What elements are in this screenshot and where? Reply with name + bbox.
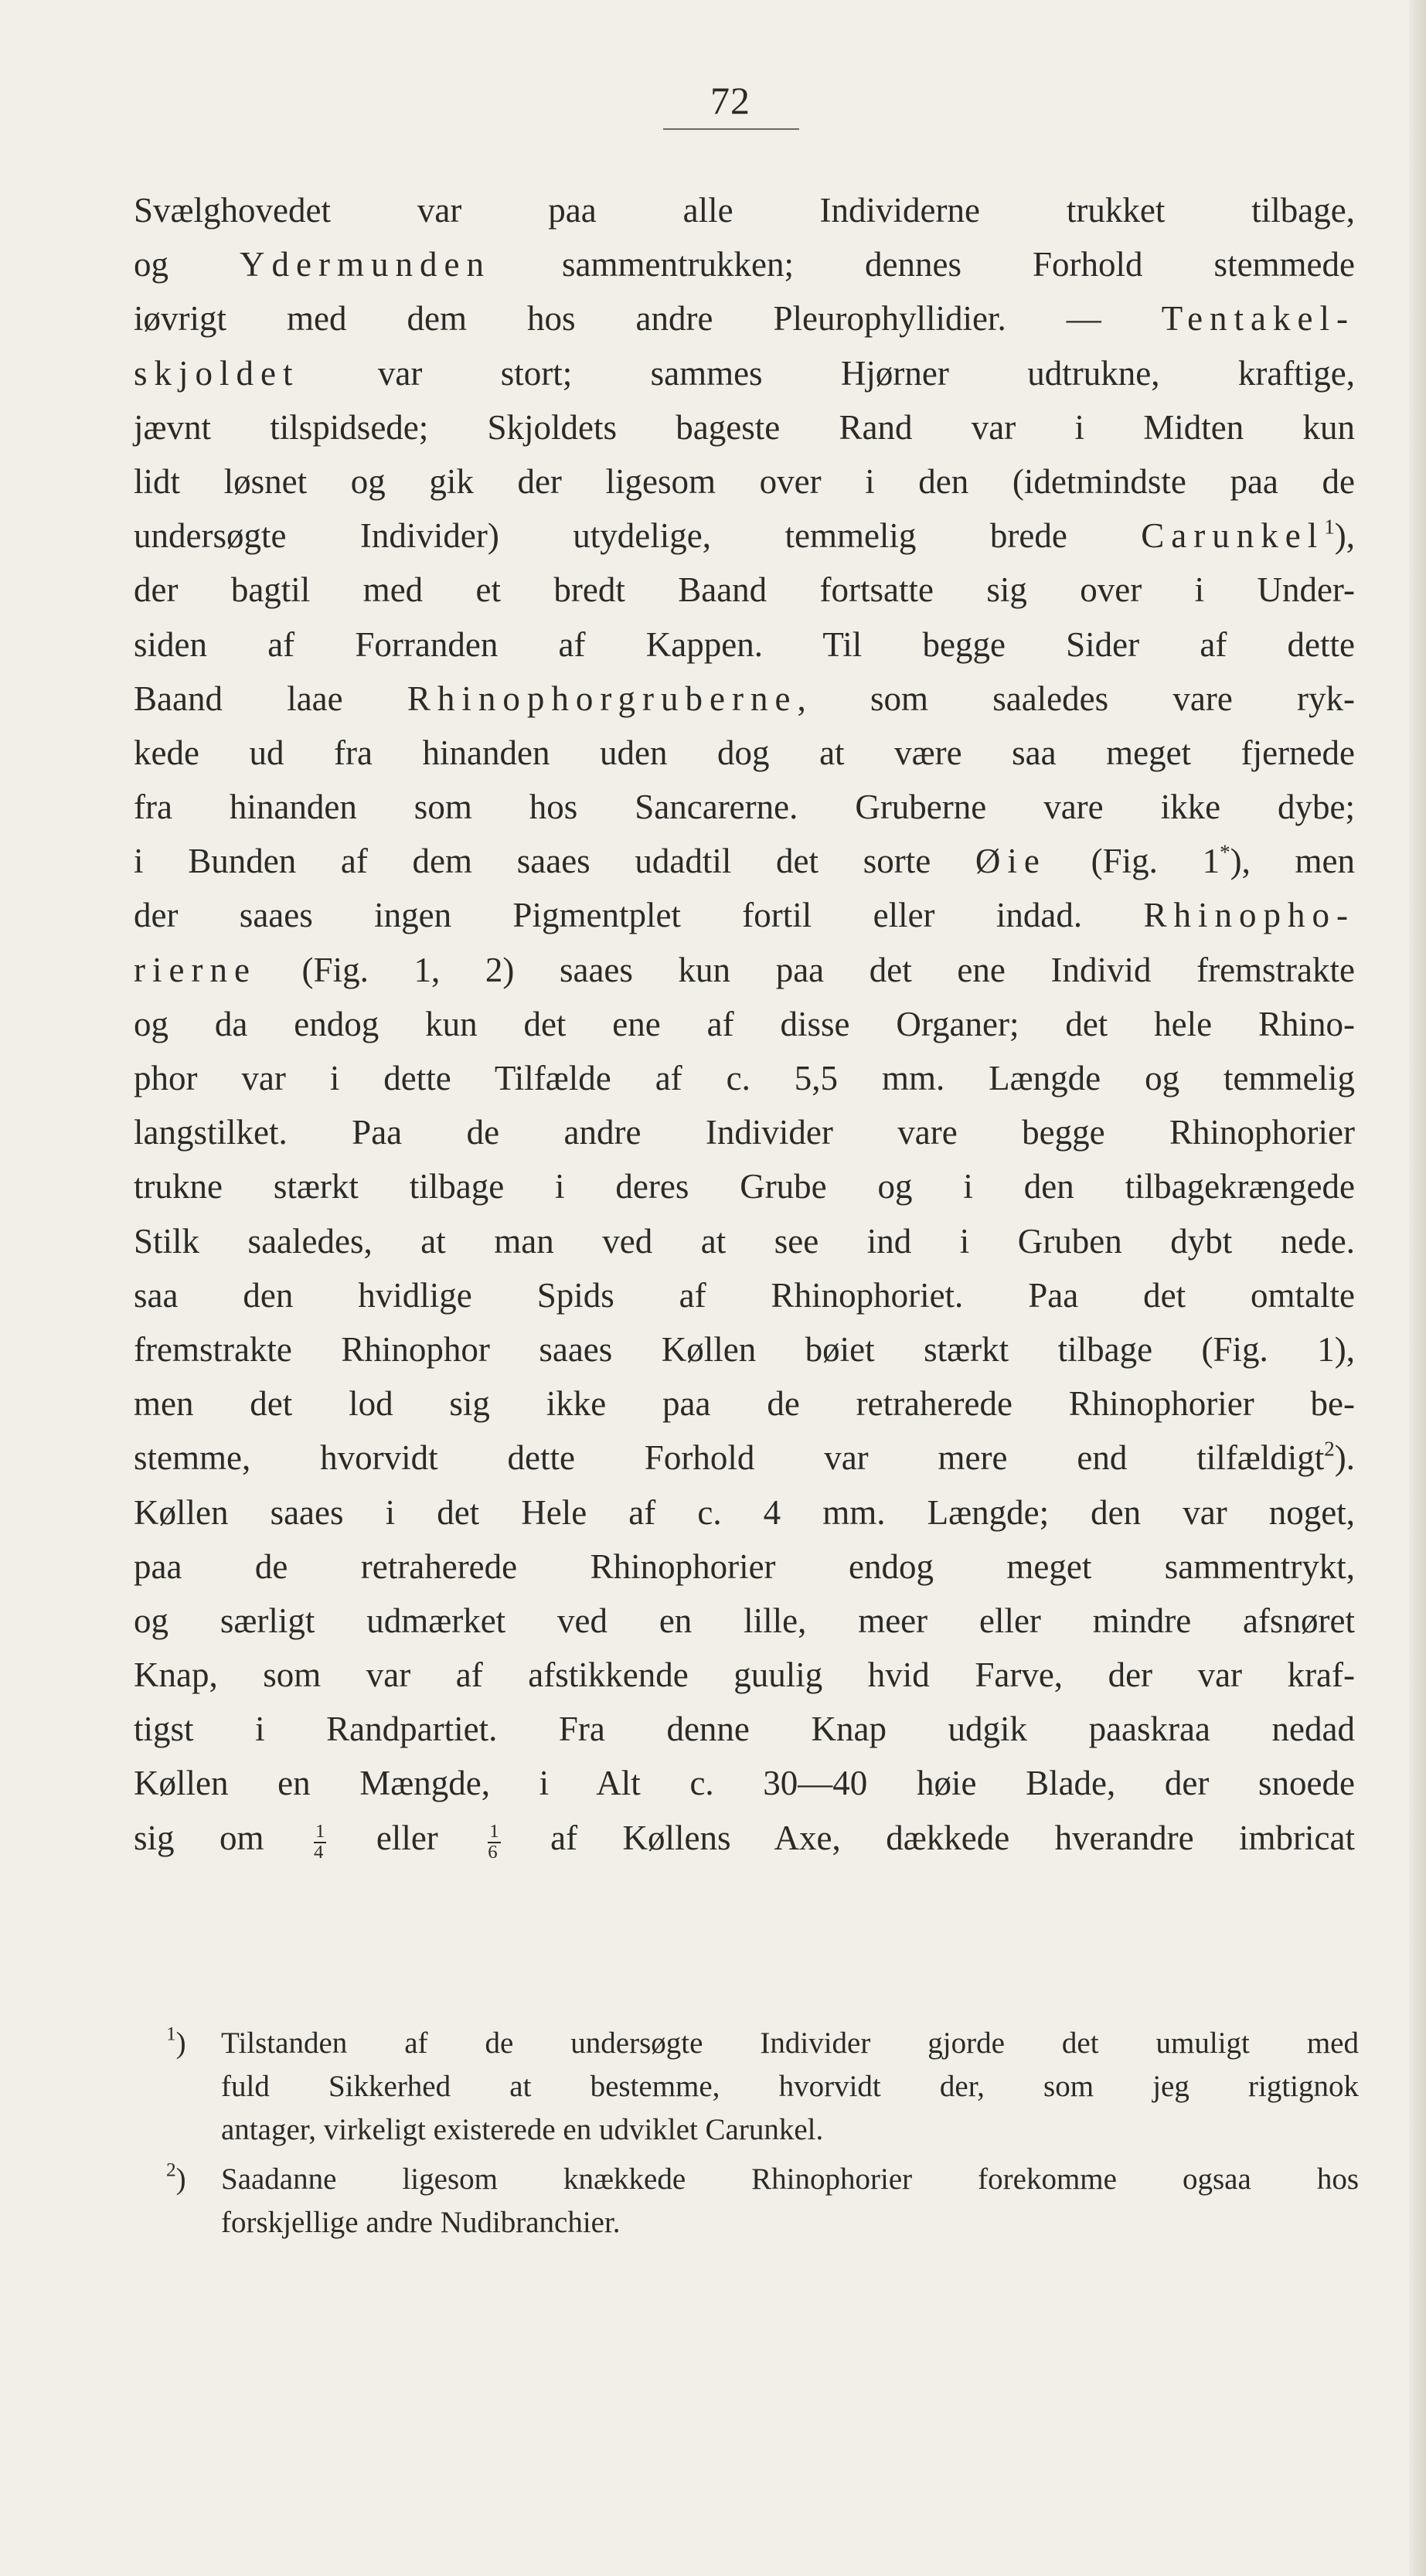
text-line bbox=[134, 1105, 1355, 1159]
text-run: trukne stærkt tilbage i deres Grube og i den tilbagekrængede bbox=[134, 1167, 1355, 1206]
text-line bbox=[134, 618, 1355, 672]
text-line bbox=[134, 888, 1355, 942]
spaced-term: Ydermunden bbox=[240, 245, 491, 284]
text-run: tigst i Randpartiet. Fra denne Knap udgik paaskraa nedad bbox=[134, 1710, 1355, 1749]
text-run: i Bunden af dem saaes udadtil det sorte bbox=[134, 842, 975, 881]
spaced-term: Rhinophorgruberne bbox=[407, 679, 798, 718]
text-line bbox=[134, 1811, 1355, 1865]
text-line bbox=[134, 1159, 1355, 1213]
text-line bbox=[134, 1322, 1355, 1376]
text-run: ), men bbox=[1230, 842, 1355, 881]
text-run: jævnt tilspidsede; Skjoldets bageste Rand var i Midten kun bbox=[134, 407, 1355, 447]
text-run: (Fig. 1, 2) saaes kun paa det ene Individ fremstrakte bbox=[256, 950, 1355, 989]
text-line bbox=[134, 509, 1355, 563]
text-line bbox=[134, 1268, 1355, 1322]
spaced-term: Tentakel- bbox=[1161, 299, 1355, 339]
text-run: , som saaledes vare ryk- bbox=[797, 679, 1355, 718]
page-number-rule bbox=[663, 128, 799, 130]
text-line bbox=[134, 997, 1355, 1051]
text-run: sammentrukken; dennes Forhold stemmede bbox=[490, 245, 1355, 284]
text-run: phor var i dette Tilfælde af c. 5,5 mm. Længde og temmelig bbox=[134, 1059, 1355, 1097]
footnote-mark: $^2$) bbox=[166, 2159, 186, 2196]
text-line bbox=[134, 1540, 1355, 1594]
text-line bbox=[134, 943, 1355, 997]
footnote bbox=[168, 2158, 1359, 2244]
text-line bbox=[134, 1431, 1355, 1485]
footnote bbox=[168, 2022, 1359, 2152]
text-line bbox=[134, 726, 1355, 780]
footnote-line: fuld Sikkerhed at bestemme, hvorvidt der, som jeg rigtignok bbox=[221, 2070, 1359, 2103]
fraction-numerator: 1 bbox=[489, 1821, 499, 1842]
text-line bbox=[134, 1648, 1355, 1702]
footnote-mark: $^1$) bbox=[166, 2023, 186, 2060]
fraction-numerator: 1 bbox=[315, 1821, 325, 1842]
text-line bbox=[134, 834, 1355, 888]
text-line bbox=[134, 183, 1355, 237]
spaced-term: Øie bbox=[975, 842, 1047, 881]
spaced-term: Rhinopho- bbox=[1143, 896, 1355, 935]
text-run: langstilket. Paa de andre Individer vare begge Rhinophorier bbox=[134, 1113, 1355, 1152]
fraction-denominator: 4 bbox=[313, 1841, 324, 1863]
text-line bbox=[134, 563, 1355, 617]
text-run: fra hinanden som hos Sancarerne. Gruberne vare ikke dybe; bbox=[134, 788, 1355, 827]
footnote-line: antager, virkeligt existerede en udviklet Carunkel. bbox=[221, 2113, 824, 2146]
text-run: iøvrigt med dem hos andre Pleurophyllidier. — bbox=[134, 299, 1162, 339]
text-run: Stilk saaledes, at man ved at see ind i Gruben dybt nede. bbox=[134, 1221, 1355, 1261]
footnote-line: forskjellige andre Nudibranchier. bbox=[221, 2206, 621, 2239]
text-line bbox=[134, 1594, 1355, 1648]
text-line bbox=[134, 1485, 1355, 1540]
text-line bbox=[134, 346, 1355, 400]
text-run: ). bbox=[1334, 1438, 1355, 1478]
text-line bbox=[134, 1376, 1355, 1431]
text-run: saa den hvidlige Spids af Rhinophoriet. Paa det omtalte bbox=[134, 1275, 1355, 1315]
footnote-number: 1 bbox=[166, 2023, 176, 2045]
text-run: stemme, hvorvidt dette Forhold var mere end tilfældigt bbox=[134, 1438, 1325, 1478]
spaced-term: rierne bbox=[134, 950, 257, 989]
footnote-line: Tilstanden af de undersøgte Individer gjorde det umuligt med bbox=[221, 2026, 1359, 2060]
body-text bbox=[134, 183, 1355, 1865]
text-line bbox=[134, 1756, 1355, 1810]
text-run: lidt løsnet og gik der ligesom over i den (idetmindste paa de bbox=[134, 461, 1355, 501]
text-run: Baand laae bbox=[134, 679, 407, 718]
text-run: Køllen saaes i det Hele af c. 4 mm. Længde; den var noget, bbox=[134, 1492, 1355, 1532]
fraction-denominator: 6 bbox=[488, 1841, 498, 1863]
text-line bbox=[134, 672, 1355, 726]
text-run: og særligt udmærket ved en lille, meer eller mindre afsnøret bbox=[134, 1601, 1355, 1640]
text-line bbox=[134, 1214, 1355, 1268]
text-line bbox=[134, 291, 1355, 345]
page-edge-shadow bbox=[1409, 0, 1426, 2576]
text-run: og bbox=[134, 245, 240, 284]
text-line bbox=[134, 400, 1355, 454]
text-run: siden af Forranden af Kappen. Til begge Sider af dette bbox=[134, 624, 1355, 664]
text-run: og da endog kun det ene af disse Organer; det hele Rhino- bbox=[134, 1004, 1355, 1043]
text-run: af Køllens Axe, dækkede hverandre imbricat bbox=[505, 1818, 1355, 1857]
page-number: 72 bbox=[710, 79, 750, 122]
text-run: eller bbox=[331, 1818, 484, 1857]
text-run: der saaes ingen Pigmentplet fortil eller indad. bbox=[134, 896, 1144, 935]
text-line bbox=[134, 1702, 1355, 1756]
footnote-reference: * bbox=[1220, 840, 1230, 864]
text-line bbox=[134, 237, 1355, 291]
text-run: (Fig. 1 bbox=[1046, 842, 1220, 881]
text-run: Køllen en Mængde, i Alt c. 30—40 høie Blade, der snoede bbox=[134, 1764, 1355, 1803]
text-run: sig om bbox=[134, 1818, 309, 1857]
footnote-reference: 2 bbox=[1324, 1437, 1335, 1461]
text-line bbox=[134, 1051, 1355, 1105]
spaced-term: Carunkel bbox=[1141, 516, 1325, 556]
text-run: men det lod sig ikke paa de retraherede Rhinophorier be- bbox=[134, 1384, 1355, 1424]
text-run: undersøgte Individer) utydelige, temmelig brede bbox=[134, 516, 1142, 556]
footnote-number: 2 bbox=[166, 2159, 176, 2181]
text-run: Knap, som var af afstikkende guulig hvid Farve, der var kraf- bbox=[134, 1656, 1355, 1695]
footnote-line: Saadanne ligesom knækkede Rhinophorier forekomme ogsaa hos bbox=[221, 2163, 1359, 2196]
footnotes bbox=[168, 2022, 1359, 2251]
text-run: der bagtil med et bredt Baand fortsatte sig over i Under- bbox=[134, 570, 1355, 610]
fraction bbox=[314, 1822, 326, 1863]
spaced-term: skjoldet bbox=[134, 353, 300, 393]
text-line bbox=[134, 780, 1355, 834]
text-run: var stort; sammes Hjørner udtrukne, kraftige, bbox=[299, 353, 1355, 393]
text-run: paa de retraherede Rhinophorier endog meget sammentrykt, bbox=[134, 1547, 1355, 1586]
footnote-reference: 1 bbox=[1324, 515, 1335, 539]
text-run: kede ud fra hinanden uden dog at være saa meget fjernede bbox=[134, 733, 1355, 772]
text-run: ), bbox=[1334, 516, 1355, 556]
text-run: Svælghovedet var paa alle Individerne trukket tilbage, bbox=[134, 191, 1355, 230]
text-run: fremstrakte Rhinophor saaes Køllen bøiet stærkt tilbage (Fig. 1), bbox=[134, 1329, 1355, 1369]
fraction bbox=[488, 1822, 500, 1863]
text-line bbox=[134, 454, 1355, 509]
